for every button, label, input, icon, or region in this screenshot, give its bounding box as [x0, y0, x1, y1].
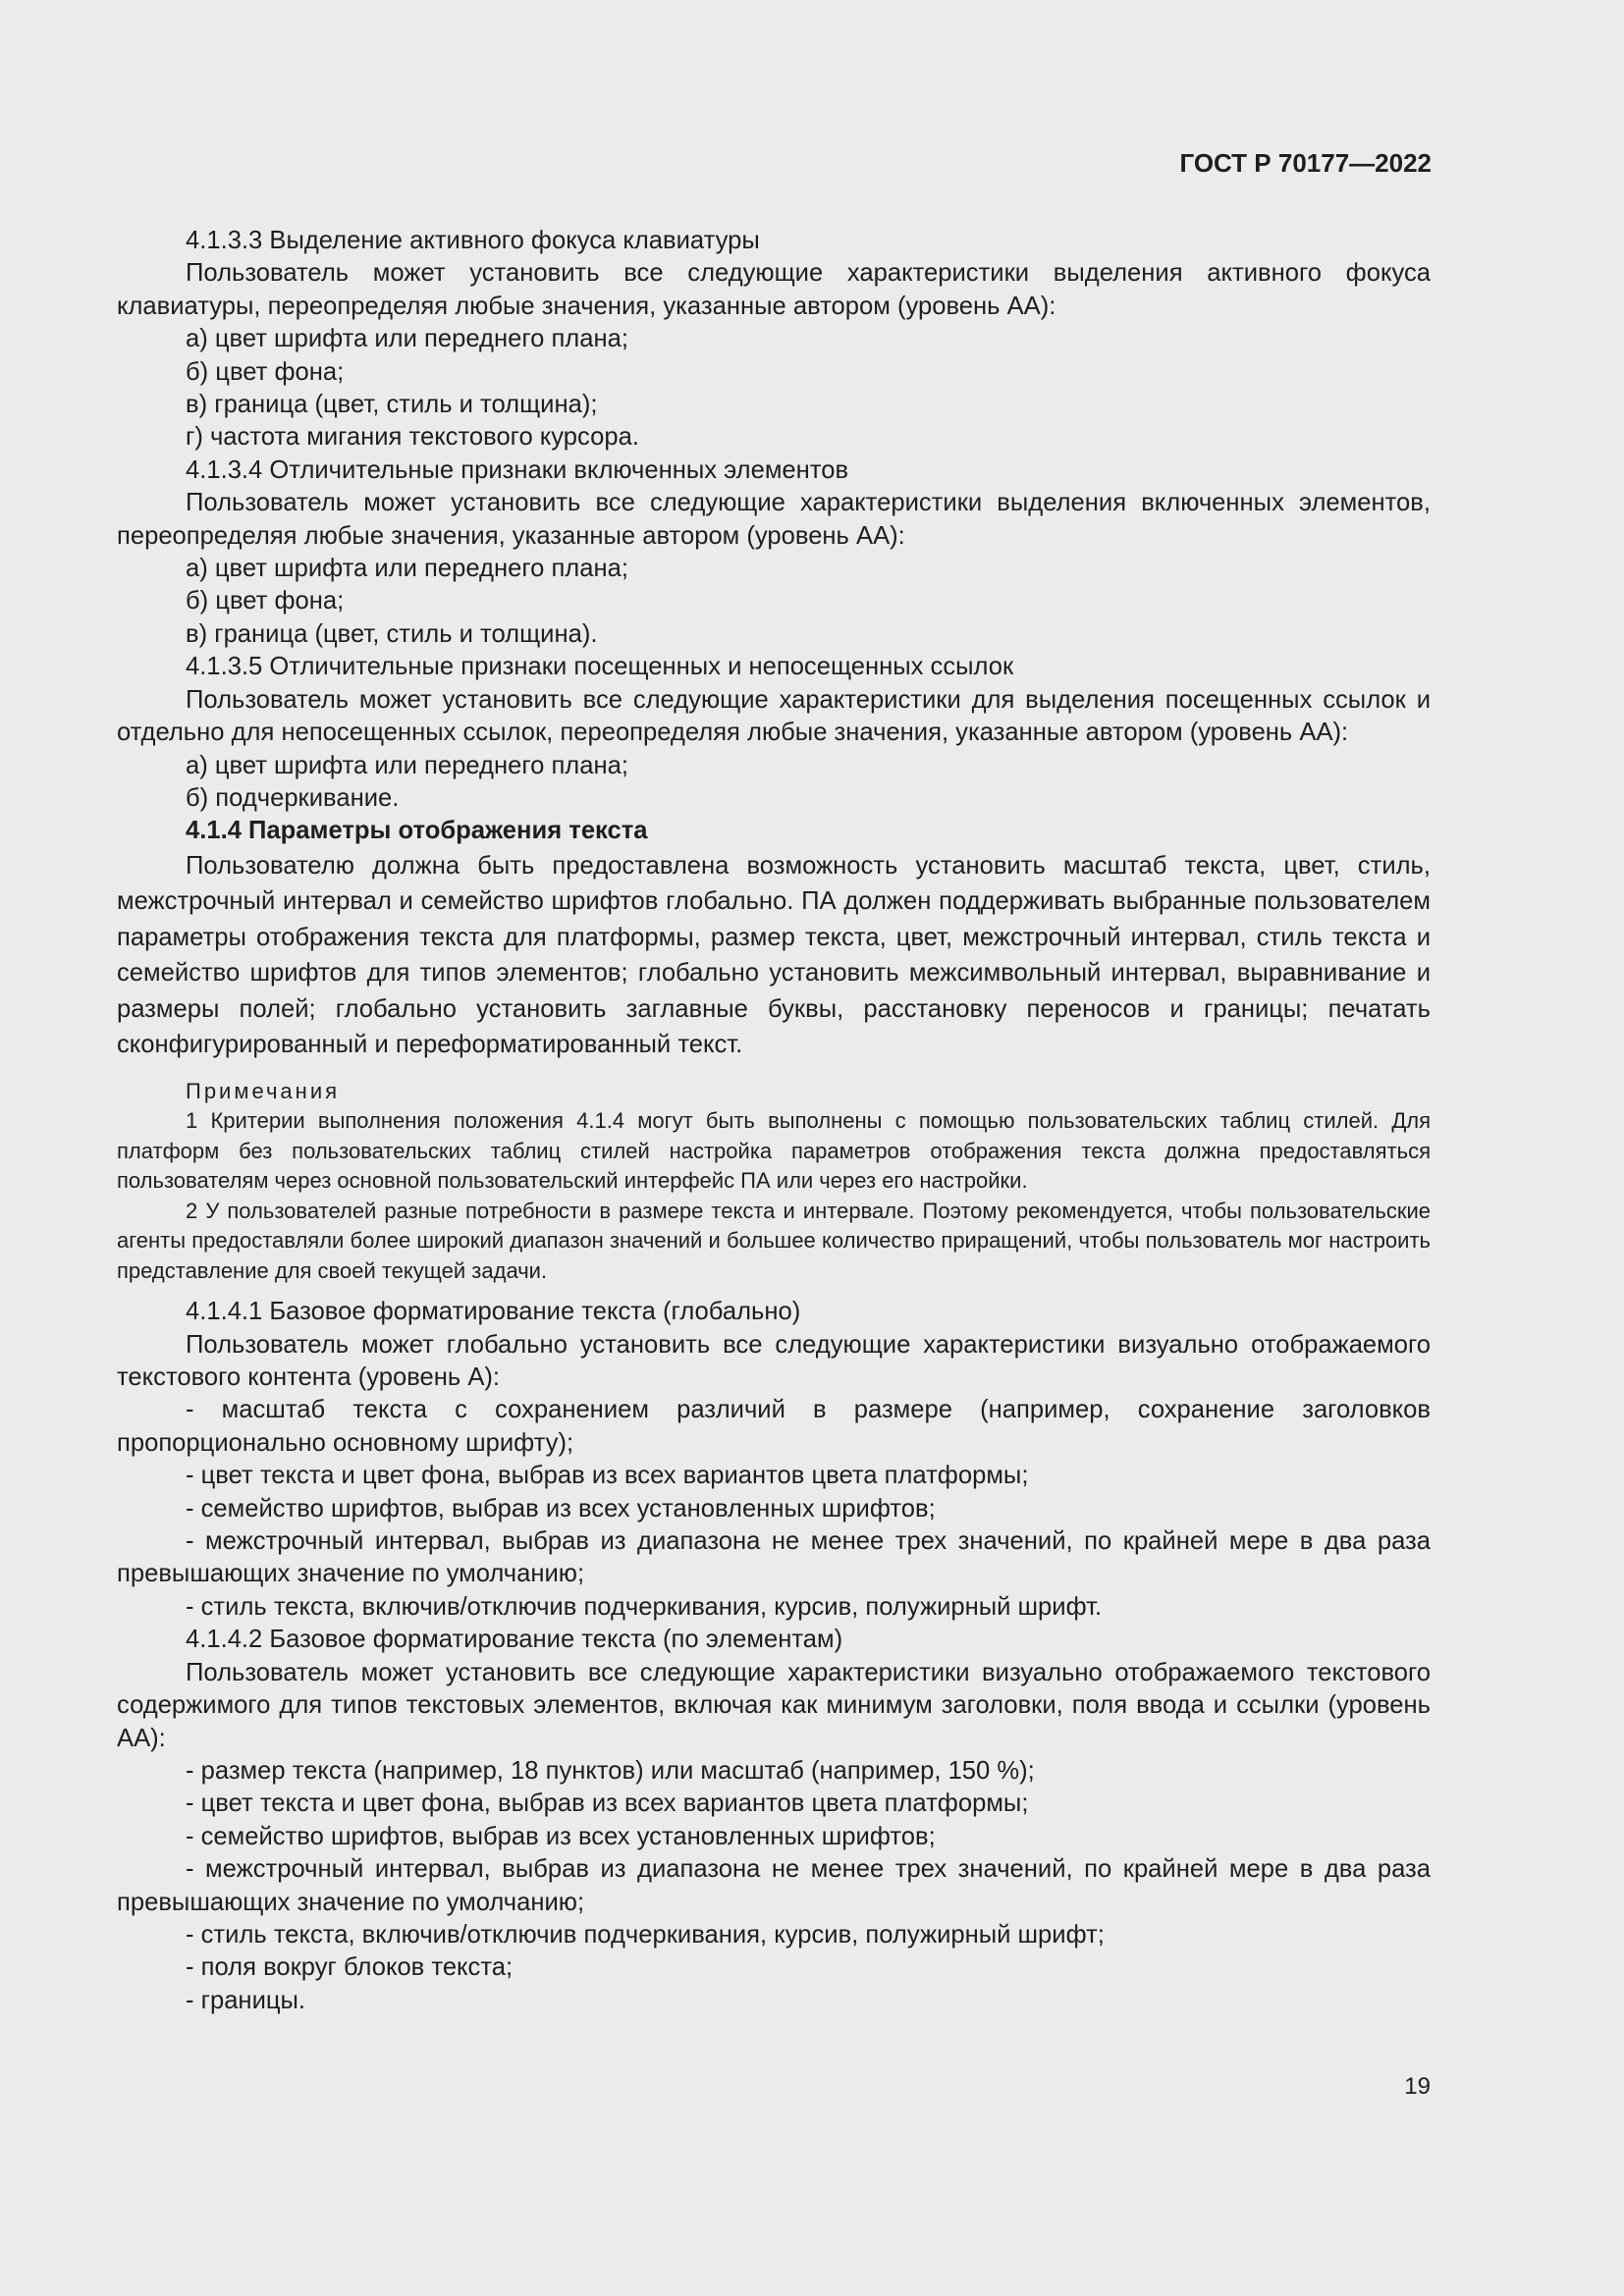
list-item: - стиль текста, включив/отключив подчеркивания, курсив, полужирный шрифт; — [186, 1920, 1105, 1949]
list-item: - стиль текста, включив/отключив подчеркивания, курсив, полужирный шрифт. — [186, 1592, 1103, 1621]
list-item: - границы. — [186, 1986, 306, 2014]
list-item: - цвет текста и цвет фона, выбрав из всех вариантов цвета платформы; — [186, 1789, 1029, 1818]
page-number: 19 — [1404, 2073, 1431, 2100]
list-item: а) цвет шрифта или переднего плана; — [186, 751, 628, 779]
list-item: - поля вокруг блоков текста; — [186, 1953, 514, 1982]
section-intro-4142: Пользователь может установить все следующие характеристики визуально отображаемого текстового содержимого для типов текстовых элементов, включая как минимум заголовки, поля ввода и ссылки (уровень АА): — [117, 1658, 1431, 1752]
document-id-header: ГОСТ Р 70177—2022 — [1179, 148, 1432, 178]
list-item: - межстрочный интервал, выбрав из диапазона не менее трех значений, по крайней мере в два раза превышающих значение по умолчанию; — [117, 1527, 1431, 1588]
list-item: - семейство шрифтов, выбрав из всех установленных шрифтов; — [186, 1494, 936, 1522]
notes-title: Примечания — [186, 1078, 341, 1103]
list-item: - масштаб текста с сохранением различий в размере (например, сохранение заголовков пропорционально основному шрифту); — [117, 1396, 1431, 1457]
page-body — [117, 225, 1431, 2017]
section-heading-4141: 4.1.4.1 Базовое форматирование текста (глобально) — [186, 1298, 801, 1326]
section-heading-4135: 4.1.3.5 Отличительные признаки посещенных и непосещенных ссылок — [186, 653, 1014, 681]
list-item: а) цвет шрифта или переднего плана; — [186, 325, 628, 353]
list-item: в) граница (цвет, стиль и толщина). — [186, 619, 598, 648]
list-item: б) цвет фона; — [186, 357, 345, 386]
list-item: - межстрочный интервал, выбрав из диапазона не менее трех значений, по крайней мере в два раза превышающих значение по умолчанию; — [117, 1855, 1431, 1916]
list-item: в) граница (цвет, стиль и толщина); — [186, 391, 598, 419]
section-heading-4142: 4.1.4.2 Базовое форматирование текста (по элементам) — [186, 1626, 843, 1654]
section-intro-4134: Пользователь может установить все следующие характеристики выделения включенных элементов, переопределяя любые значения, указанные автором (уровень АА): — [117, 489, 1431, 550]
section-intro-4135: Пользователь может установить все следующие характеристики для выделения посещенных ссылок и отдельно для непосещенных ссылок, переопределяя любые значения, указанные автором (уровень АА): — [117, 685, 1431, 747]
list-item: г) частота мигания текстового курсора. — [186, 423, 639, 452]
list-item: - цвет текста и цвет фона, выбрав из всех вариантов цвета платформы; — [186, 1462, 1029, 1490]
note-item: 2 У пользователей разные потребности в размере текста и интервале. Поэтому рекомендуется, чтобы пользовательские агенты предоставляли более широкий диапазон значений и большее количество приращений, чтобы пользователь мог настроить представление для своей текущей задачи. — [117, 1198, 1431, 1283]
section-intro-4141: Пользователь может глобально установить все следующие характеристики визуально отображаемого текстового контента (уровень А): — [117, 1330, 1431, 1392]
notes-block — [117, 1077, 1431, 1287]
list-item: б) цвет фона; — [186, 587, 345, 615]
list-item: б) подчеркивание. — [186, 783, 400, 812]
section-heading-414: 4.1.4 Параметры отображения текста — [186, 817, 648, 845]
section-heading-4134: 4.1.3.4 Отличительные признаки включенных элементов — [186, 455, 849, 484]
list-item: - семейство шрифтов, выбрав из всех установленных шрифтов; — [186, 1822, 936, 1850]
section-intro-4133: Пользователь может установить все следующие характеристики выделения активного фокуса клавиатуры, переопределяя любые значения, указанные автором (уровень АА): — [117, 259, 1431, 320]
section-heading-4133: 4.1.3.3 Выделение активного фокуса клавиатуры — [186, 227, 760, 254]
list-item: - размер текста (например, 18 пунктов) или масштаб (например, 150 %); — [186, 1756, 1035, 1785]
list-item: а) цвет шрифта или переднего плана; — [186, 555, 628, 583]
note-item: 1 Критерии выполнения положения 4.1.4 могут быть выполнены с помощью пользовательских таблиц стилей. Для платформ без пользовательских таблиц стилей настройка параметров отображения текста должна предоставляться пользователям через основной пользовательский интерфейс ПА или через его настройки. — [117, 1108, 1431, 1194]
section-body-414: Пользователю должна быть предоставлена возможность установить масштаб текста, цвет, стиль, межстрочный интервал и семейство шрифтов глобально. ПА должен поддерживать выбранные пользователем параметры отображения текста для платформы, размер текста, цвет, межстрочный интервал, стиль текста и семейство шрифтов для типов элементов; глобально установить межсимвольный интервал, выравнивание и размеры полей; глобально установить заглавные буквы, расстановку переносов и границы; печатать сконфигурированный и переформатированный текст. — [117, 851, 1431, 1059]
